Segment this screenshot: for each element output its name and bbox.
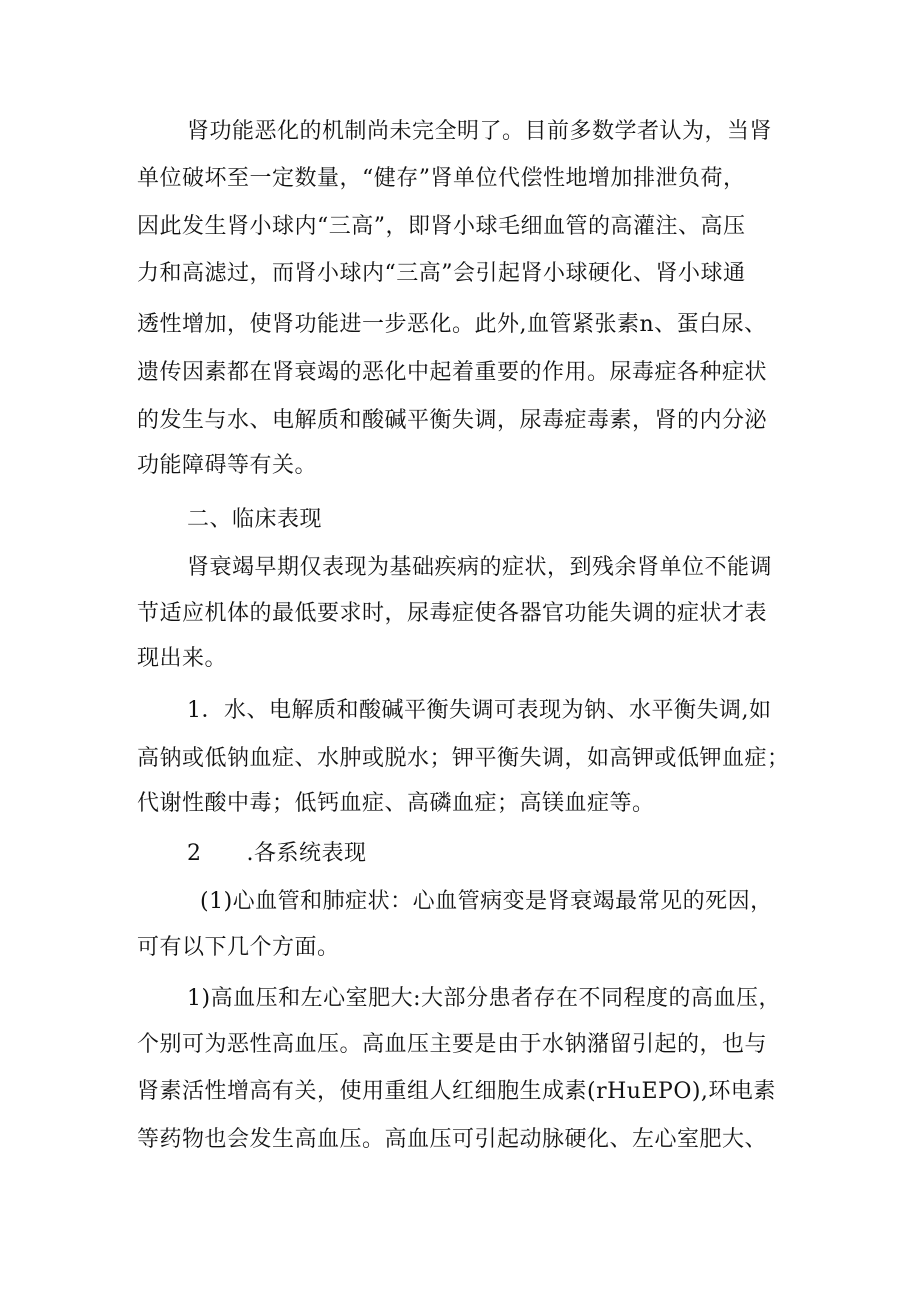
paragraph-line: 肾素活性增高有关，使用重组人红细胞生成素(rHuEPO),环电素 [137, 1079, 776, 1104]
paragraph-line: 单位破坏至一定数量，“健存”肾单位代偿性地增加排泄负荷， [137, 166, 746, 191]
paragraph-line: 1．水、电解质和酸碱平衡失调可表现为钠、水平衡失调,如 [187, 698, 772, 723]
paragraph-line: 功能障碍等有关。 [137, 453, 318, 478]
section-heading: 二、临床表现 [187, 507, 323, 532]
list-item-heading: 2 .各系统表现 [187, 841, 367, 866]
paragraph-line: 的发生与水、电解质和酸碱平衡失调，尿毒症毒素，肾的内分泌 [137, 408, 768, 433]
paragraph-line: 肾功能恶化的机制尚未完全明了。目前多数学者认为，当肾 [187, 119, 773, 144]
paragraph-line: (1)心血管和肺症状：心血管病变是肾衰竭最常见的死因， [200, 889, 773, 914]
paragraph-line: 因此发生肾小球内“三高”，即肾小球毛细血管的高灌注、高压 [137, 214, 746, 239]
paragraph-line: 透性增加，使肾功能进一步恶化。此外,血管紧张素n、蛋白尿、 [137, 312, 767, 337]
paragraph-line: 代谢性酸中毒；低钙血症、高磷血症；高镁血症等。 [137, 791, 655, 816]
paragraph-line: 力和高滤过，而肾小球内“三高”会引起肾小球硬化、肾小球通 [137, 261, 746, 286]
paragraph-line: 1)高血压和左心室肥大:大部分患者存在不同程度的高血压， [187, 986, 781, 1011]
paragraph-line: 等药物也会发生高血压。高血压可引起动脉硬化、左心室肥大、 [137, 1127, 768, 1152]
paragraph-line: 可有以下几个方面。 [137, 935, 340, 960]
paragraph-line: 高钠或低钠血症、水肿或脱水；钾平衡失调，如高钾或低钾血症； [137, 746, 790, 771]
paragraph-line: 现出来。 [137, 646, 228, 671]
paragraph-line: 遗传因素都在肾衰竭的恶化中起着重要的作用。尿毒症各种症状 [137, 360, 768, 385]
paragraph-line: 个别可为恶性高血压。高血压主要是由于水钠潴留引起的，也与 [137, 1032, 768, 1057]
paragraph-line: 节适应机体的最低要求时，尿毒症使各器官功能失调的症状才表 [137, 601, 768, 626]
paragraph-line: 肾衰竭早期仅表现为基础疾病的症状，到残余肾单位不能调 [187, 555, 773, 580]
